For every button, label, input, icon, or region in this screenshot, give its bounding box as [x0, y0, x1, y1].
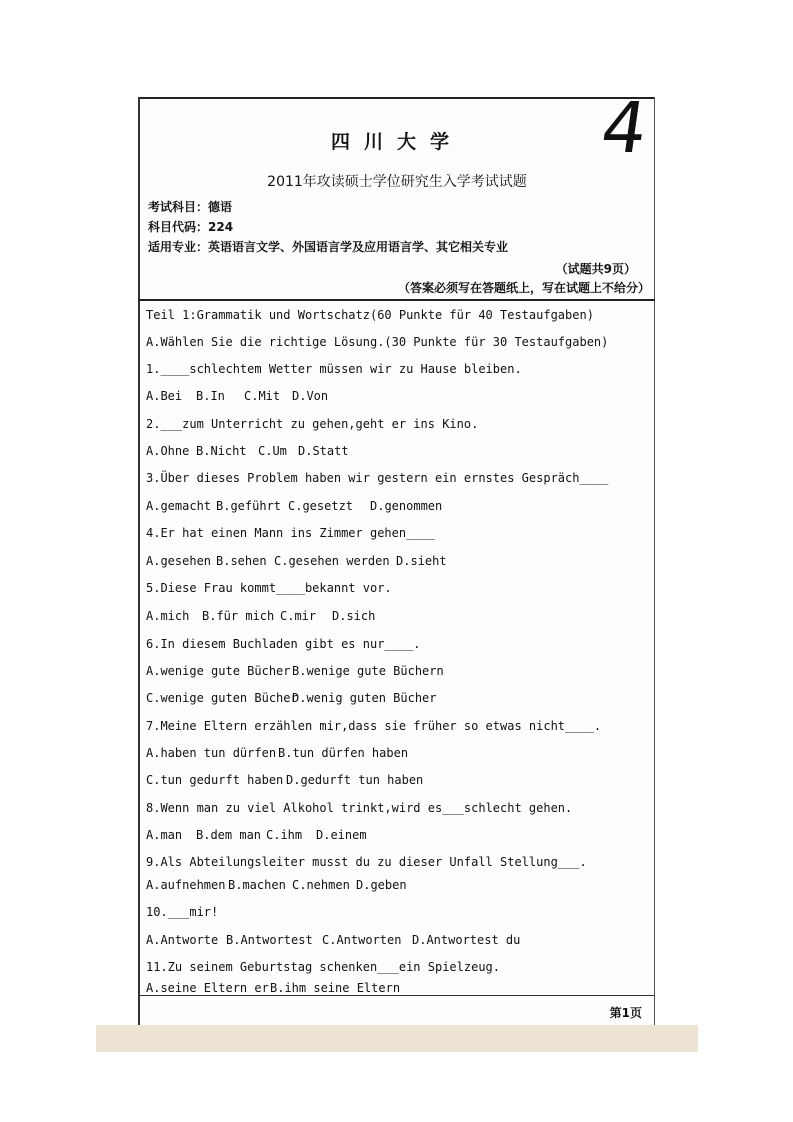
q4-option-a: A.gesehen — [146, 554, 212, 568]
q9-option-c: C.nehmen — [292, 878, 350, 892]
q8-option-a: A.man — [146, 828, 183, 842]
q10-option-b: B.Antwortest — [226, 933, 313, 947]
applicable-majors: 适用专业：英语语言文学、外国语言学及应用语言学、其它相关专业 — [148, 240, 509, 254]
q5-option-c: C.mir — [280, 609, 317, 623]
page-number: 第1页 — [609, 1006, 642, 1020]
q10-option-c: C.Antworten — [322, 933, 402, 947]
q3-option-a: A.gemacht — [146, 499, 212, 513]
q3-option-b: B.geführt — [216, 499, 282, 513]
university-name: 四川大学 — [330, 131, 463, 153]
question-5: 5.Diese Frau kommt____bekannt vor. — [146, 581, 392, 595]
pages-note: （试题共9页） — [555, 262, 636, 276]
q4-option-c: C.gesehen werden — [274, 554, 390, 568]
answer-note: （答案必须写在答题纸上，写在试题上不给分） — [397, 281, 650, 295]
q5-option-a: A.mich — [146, 609, 190, 623]
q11-option-b: B.ihm seine Eltern — [270, 981, 401, 995]
q11-option-a: A.seine Eltern er — [146, 981, 269, 995]
exam-subject: 考试科目：德语 — [148, 200, 233, 214]
top-rule — [140, 97, 654, 99]
q9-option-b: B.machen — [228, 878, 286, 892]
q8-option-d: D.einem — [316, 828, 367, 842]
part-title: Teil 1:Grammatik und Wortschatz(60 Punkte für 40 Testaufgaben) — [146, 308, 594, 322]
question-11: 11.Zu seinem Geburtstag schenken___ein Spielzeug. — [146, 960, 501, 974]
q7-option-b: B.tun dürfen haben — [278, 746, 409, 760]
question-2: 2.___zum Unterricht zu gehen,geht er ins Kino. — [146, 417, 479, 431]
q1-option-d: D.Von — [292, 389, 329, 403]
q5-option-d: D.sich — [332, 609, 376, 623]
q8-option-c: C.ihm — [266, 828, 303, 842]
q9-option-a: A.aufnehmen — [146, 878, 226, 892]
question-6: 6.In diesem Buchladen gibt es nur____. — [146, 637, 421, 651]
q2-option-a: A.Ohne — [146, 444, 190, 458]
q7-option-a: A.haben tun dürfen — [146, 746, 277, 760]
q7-option-c: C.tun gedurft haben — [146, 773, 284, 787]
q10-option-a: A.Antworte — [146, 933, 219, 947]
question-9: 9.Als Abteilungsleiter musst du zu dieser Unfall Stellung___. — [146, 855, 587, 869]
q6-option-c: C.wenige guten Bücher — [146, 691, 298, 705]
q6-option-d: D.wenig guten Bücher — [292, 691, 437, 705]
question-4: 4.Er hat einen Mann ins Zimmer gehen____ — [146, 526, 435, 540]
q7-option-d: D.gedurft tun haben — [286, 773, 424, 787]
exam-title: 2011年攻读硕士学位研究生入学考试试题 — [267, 174, 527, 190]
section-title: A.Wählen Sie die richtige Lösung.(30 Punkte für 30 Testaufgaben) — [146, 335, 609, 349]
subject-code: 科目代码：224 — [148, 220, 234, 234]
q10-option-d: D.Antwortest du — [412, 933, 521, 947]
question-8: 8.Wenn man zu viel Alkohol trinkt,wird es___schlecht gehen. — [146, 801, 573, 815]
q2-option-d: D.Statt — [298, 444, 349, 458]
q2-option-c: C.Um — [258, 444, 287, 458]
q2-option-b: B.Nicht — [196, 444, 247, 458]
header-divider — [138, 299, 655, 301]
bottom-beige-band — [96, 1025, 698, 1052]
q1-option-c: C.Mit — [244, 389, 281, 403]
q3-option-d: D.genommen — [370, 499, 443, 513]
q5-option-b: B.für mich — [202, 609, 275, 623]
q6-option-b: B.wenige gute Büchern — [292, 664, 444, 678]
q1-option-b: B.In — [196, 389, 225, 403]
q9-option-d: D.geben — [356, 878, 407, 892]
q4-option-b: B.sehen — [216, 554, 267, 568]
exam-sheet — [138, 87, 655, 1025]
question-10: 10.___mir! — [146, 905, 219, 919]
question-7: 7.Meine Eltern erzählen mir,dass sie früher so etwas nicht____. — [146, 719, 602, 733]
handwritten-page-mark: 4 — [596, 87, 653, 169]
q3-option-c: C.gesetzt — [288, 499, 354, 513]
q4-option-d: D.sieht — [396, 554, 447, 568]
footer-rule — [138, 995, 655, 996]
question-3: 3.Über dieses Problem haben wir gestern ein ernstes Gespräch____ — [146, 471, 609, 485]
q8-option-b: B.dem man — [196, 828, 262, 842]
q6-option-a: A.wenige gute Bücher — [146, 664, 291, 678]
q1-option-a: A.Bei — [146, 389, 183, 403]
question-1: 1.____schlechtem Wetter müssen wir zu Hause bleiben. — [146, 362, 522, 376]
